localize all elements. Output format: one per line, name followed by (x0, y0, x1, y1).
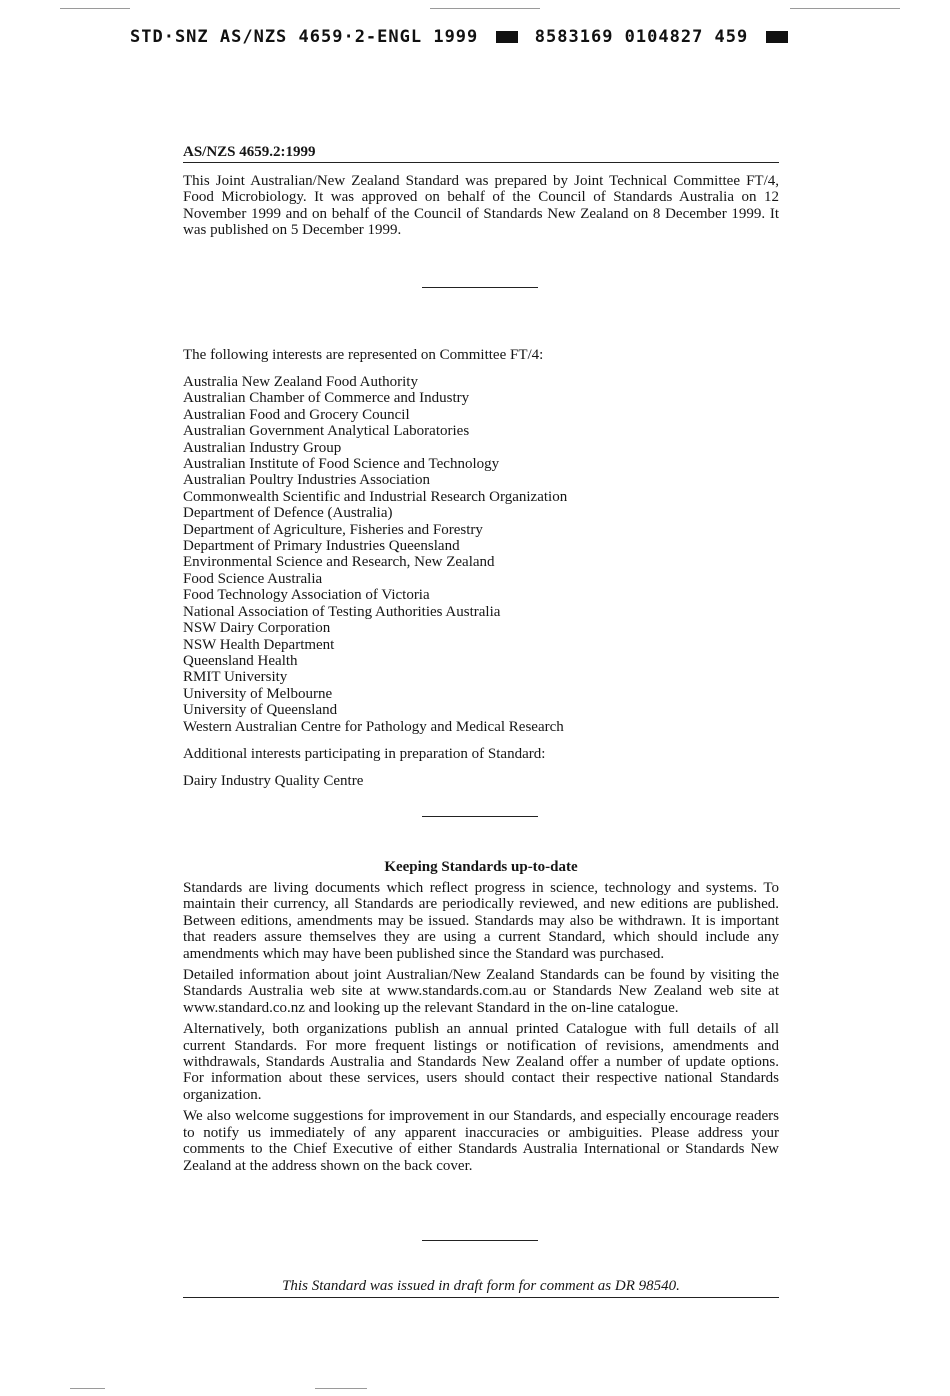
section-divider-2 (422, 816, 538, 817)
list-item: RMIT University (183, 669, 288, 686)
preparation-statement: This Joint Australian/New Zealand Standard was prepared by Joint Technical Committee FT/4, Food Microbiology. It was approved on behalf of the Council of Standards Australia on 12 November 1999 and on behalf of the Council of Standards New Zealand on 8 December 1999. It was published on 5 December 1999. (183, 173, 779, 239)
list-item: Department of Defence (Australia) (183, 505, 393, 522)
list-item: Australia New Zealand Food Authority (183, 374, 418, 390)
keeping-standards-body (183, 880, 779, 1179)
scan-mark-bottom-mid (315, 1388, 367, 1389)
list-item: Food Science Australia (183, 570, 323, 587)
section-divider-1 (422, 287, 538, 288)
document-stamp-header (130, 27, 820, 47)
committee-interests-heading: The following interests are represented on Committee FT/4: (183, 347, 544, 363)
list-item: Australian Chamber of Commerce and Industry (183, 390, 470, 407)
scan-mark-bottom-left (70, 1388, 105, 1389)
draft-comment-note: This Standard was issued in draft form for comment as DR 98540. (183, 1278, 779, 1298)
list-item: Environmental Science and Research, New Zealand (183, 554, 495, 571)
stamp-block-mark-end (766, 31, 788, 43)
list-item: Australian Poultry Industries Association (183, 472, 431, 489)
list-item: National Association of Testing Authorities Australia (183, 603, 501, 620)
keeping-paragraph: Standards are living documents which reflect progress in science, technology and systems. To maintain their currency, all Standards are periodically reviewed, and new editions are published. Between editions, amendments may be issued. Standards may also be withdrawn. It is important that readers assure themselves they are using a current Standard, which should include any amendments which may have been published since the Standard was purchased. (183, 880, 779, 962)
list-item: Dairy Industry Quality Centre (183, 773, 364, 789)
list-item: Food Technology Association of Victoria (183, 587, 430, 604)
list-item: Department of Agriculture, Fisheries and Forestry (183, 521, 483, 538)
list-item: University of Queensland (183, 702, 338, 719)
additional-interests-heading: Additional interests participating in preparation of Standard: (183, 746, 546, 762)
scan-mark-top-mid (430, 8, 540, 9)
stamp-block-mark (496, 31, 518, 43)
list-item: Department of Primary Industries Queensland (183, 538, 460, 555)
list-item: Australian Food and Grocery Council (183, 406, 410, 423)
stamp-left-text: STD·SNZ AS/NZS 4659·2-ENGL 1999 (130, 27, 479, 47)
list-item: Queensland Health (183, 652, 298, 669)
list-item: Australian Institute of Food Science and Technology (183, 456, 500, 473)
scan-mark-top-right (790, 8, 900, 9)
keeping-standards-title: Keeping Standards up-to-date (384, 859, 578, 875)
list-item: Australian Industry Group (183, 439, 342, 456)
keeping-paragraph: Alternatively, both organizations publish an annual printed Catalogue with full details of all current Standards. For more frequent listings or notification of revisions, amendments and withdrawals, Standards Australia and Standards New Zealand offer a number of update options. For information about these services, users should contact their respective national Standards organization. (183, 1021, 779, 1103)
list-item: University of Melbourne (183, 685, 333, 702)
list-item: Western Australian Centre for Pathology and Medical Research (183, 718, 564, 735)
keeping-paragraph: We also welcome suggestions for improvement in our Standards, and especially encourage readers to notify us immediately of any apparent inaccuracies or ambiguities. Please address your comments to the Chief Executive of either Standards Australia International or Standards New Zealand at the address shown on the back cover. (183, 1108, 779, 1174)
scan-mark-top-left (60, 8, 130, 9)
list-item: Commonwealth Scientific and Industrial Research Organization (183, 488, 568, 505)
stamp-right-text: 8583169 0104827 459 (534, 27, 749, 47)
standard-designation: AS/NZS 4659.2:1999 (183, 144, 779, 163)
keeping-paragraph: Detailed information about joint Australian/New Zealand Standards can be found by visiting the Standards Australia web site at www.standards.com.au or Standards New Zealand web site at www.standard.co.nz and looking up the relevant Standard in the on-line catalogue. (183, 967, 779, 1016)
list-item: NSW Dairy Corporation (183, 620, 331, 637)
committee-interests-list (183, 374, 779, 735)
list-item: NSW Health Department (183, 636, 335, 653)
list-item: Australian Government Analytical Laboratories (183, 423, 470, 440)
section-divider-3 (422, 1240, 538, 1241)
additional-interests-list (183, 773, 779, 789)
